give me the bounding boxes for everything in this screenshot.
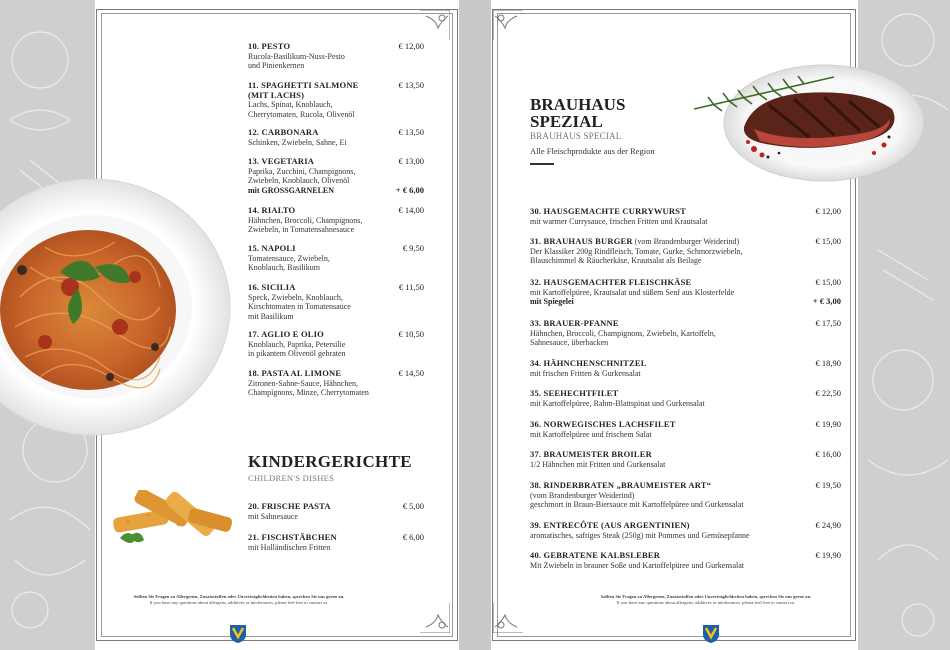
menu-item-extra-label: mit Spiegelei [530, 297, 574, 307]
allergen-note-de: Sollten Sie Fragen zu Allergenen, Zusatzstoffen oder Unverträglichkeiten haben, sprechen Sie uns gerne an. [133, 594, 345, 599]
menu-item-description: Knoblauch, Paprika, Petersilie [248, 339, 346, 349]
menu-item [248, 157, 424, 195]
menu-item-name-continued: (MIT LACHS) [248, 89, 305, 100]
menu-item-name: 16. SICILIA [248, 282, 296, 292]
menu-item [530, 207, 841, 226]
menu-item-name: 31. BRAUHAUS BURGER [530, 236, 633, 246]
menu-item-price: € 15,00 [815, 236, 841, 246]
menu-item-name-line [530, 420, 841, 430]
menu-item-name-line [530, 481, 841, 491]
menu-item-description: mit Sahnesauce [248, 511, 298, 521]
center-spine [459, 0, 491, 650]
menu-item-price: € 13,50 [398, 80, 424, 90]
menu-item-name: 14. RIALTO [248, 205, 296, 215]
menu-item-price: € 19,90 [815, 419, 841, 429]
menu-item-extra-option [530, 297, 841, 307]
menu-item-name: 37. BRAUMEISTER BROILER [530, 449, 652, 459]
menu-item-name: 39. ENTRECÔTE (AUS ARGENTINIEN) [530, 520, 690, 530]
menu-item-description: Knoblauch, Basilikum [248, 263, 320, 273]
menu-item-description: Tomatensauce, Zwiebeln, [248, 253, 330, 263]
menu-item-price: € 9,50 [402, 243, 424, 253]
menu-item-price: € 22,50 [815, 388, 841, 398]
menu-item-name: 10. PESTO [248, 41, 291, 51]
menu-item-description: Zwiebeln, in Tomatensahnesauce [248, 225, 355, 235]
menu-item-description: mit warmer Currysauce, frischen Fritten und Krautsalat [530, 216, 708, 226]
menu-item [530, 521, 841, 540]
kinder-section-title: KINDERGERICHTE [248, 452, 412, 471]
kinder-section-subtitle: CHILDREN'S DISHES [248, 473, 335, 483]
menu-item-description: in pikantem Olivenöl gebraten [248, 349, 346, 359]
menu-item-price: € 6,00 [402, 532, 424, 542]
left-allergen-note [105, 594, 373, 606]
menu-item-extra-price: + € 6,00 [395, 184, 424, 195]
menu-item-name: 32. HAUSGEMACHTER FLEISCHKÄSE [530, 277, 692, 287]
menu-item-description: mit Kartoffelpüree, Rahm-Blattspinat und Gurkensalat [530, 398, 705, 408]
menu-item-name-line [530, 389, 841, 399]
crest-logo [702, 624, 720, 644]
menu-item [248, 42, 424, 71]
menu-item [530, 359, 841, 378]
allergen-note-de: Sollten Sie Fragen zu Allergenen, Zusatzstoffen oder Unverträglichkeiten haben, sprechen Sie uns gerne an. [600, 594, 812, 599]
menu-item-price: € 12,00 [398, 41, 424, 51]
menu-item-price: € 13,00 [398, 156, 424, 166]
corner-ornament-icon [493, 603, 523, 633]
brauhaus-region-note: Alle Fleischprodukte aus der Region [530, 146, 655, 156]
menu-item-description: Mit Zwiebeln in brauner Soße und Kartoffelpüree und Gurkensalat [530, 560, 745, 570]
menu-item-description: Schinken, Zwiebeln, Sahne, Ei [248, 137, 347, 147]
menu-item-name-line [248, 283, 424, 293]
menu-item-description: mit frischen Fritten & Gurkensalat [530, 368, 641, 378]
menu-item [248, 283, 424, 321]
menu-item-price: € 18,90 [815, 358, 841, 368]
menu-item-price: € 14,50 [398, 368, 424, 378]
menu-item-description: Cherrytomaten, Rucola, Olivenöl [248, 109, 355, 119]
menu-item-name: 30. HAUSGEMACHTE CURRYWURST [530, 206, 686, 216]
menu-item [248, 502, 424, 521]
menu-item [530, 237, 841, 266]
brauhaus-subtitle: BRAUHAUS SPECIAL [530, 131, 622, 141]
menu-item-name: 11. SPAGHETTI SALMONE [248, 80, 359, 90]
menu-item-description: Rucola-Basilikum-Nuss-Pesto [248, 51, 345, 61]
menu-item [248, 330, 424, 359]
menu-item-name-line [248, 533, 424, 543]
menu-item-description: Lachs, Spinat, Knoblauch, [248, 100, 333, 110]
menu-item-name: 40. GEBRATENE KALBSLEBER [530, 550, 661, 560]
menu-item [248, 533, 424, 552]
menu-item-name: 21. FISCHSTÄBCHEN [248, 532, 337, 542]
menu-item-price: € 12,00 [815, 206, 841, 216]
pasta-plate-image [0, 177, 232, 439]
menu-item [530, 551, 841, 570]
menu-item-name: 35. SEEHECHTFILET [530, 388, 619, 398]
menu-item [248, 81, 424, 119]
menu-item-name-line [530, 278, 841, 288]
menu-item-name: 18. PASTA AL LIMONE [248, 368, 342, 378]
menu-item-description: Champignons, Minze, Cherrytomaten [248, 388, 369, 398]
brauhaus-title-line1: BRAUHAUS [530, 95, 626, 114]
menu-item-description: Blauschimmel & Räucherkäse, Krautsalat als Beilage [530, 256, 702, 266]
menu-item-extra-price: + € 3,00 [812, 296, 841, 307]
menu-item-description: Sahnesauce, überbacken [530, 338, 609, 348]
menu-item-name-line [530, 359, 841, 369]
menu-item-name-line [248, 502, 424, 512]
menu-item-price: € 5,00 [402, 501, 424, 511]
menu-item-description: Zitronen-Sahne-Sauce, Hähnchen, [248, 378, 358, 388]
menu-item-name-line [530, 521, 841, 531]
menu-item-name-line [530, 450, 841, 460]
menu-item-price: € 10,50 [398, 329, 424, 339]
menu-item-price: € 13,50 [398, 127, 424, 137]
crest-logo [229, 624, 247, 644]
corner-ornament-icon [493, 10, 523, 40]
menu-item-name: 33. BRAUER-PFANNE [530, 318, 619, 328]
title-underline [530, 163, 554, 165]
menu-item-description: Kirschtomaten in Tomatensauce [248, 302, 351, 312]
menu-item-price: € 24,90 [815, 520, 841, 530]
menu-item-name: 34. HÄHNCHENSCHNITZEL [530, 358, 647, 368]
menu-item-description: geschmort in Braun-Biersauce mit Kartoffelpüree und Gurkensalat [530, 500, 744, 510]
fish-sticks-image [108, 490, 238, 558]
menu-item-name: 20. FRISCHE PASTA [248, 501, 331, 511]
right-allergen-note [572, 594, 840, 606]
menu-item-description: Zwiebeln, Knoblauch, Olivenöl [248, 176, 350, 186]
menu-item-description: Speck, Zwiebeln, Knoblauch, [248, 292, 343, 302]
brauhaus-section-title [530, 96, 625, 130]
menu-item-name: 36. NORWEGISCHES LACHSFILET [530, 419, 676, 429]
menu-item-price: € 16,00 [815, 449, 841, 459]
menu-item-name: 15. NAPOLI [248, 243, 296, 253]
menu-item-name: 12. CARBONARA [248, 127, 319, 137]
menu-item-price: € 19,50 [815, 480, 841, 490]
corner-ornament-icon [420, 603, 450, 633]
menu-item-description: Der Klassiker 200g Rindfleisch, Tomate, Gurke, Schmorzwiebeln, [530, 246, 743, 256]
menu-item [248, 206, 424, 235]
menu-item-name: 38. RINDERBRATEN „BRAUMEISTER ART“ [530, 480, 712, 490]
menu-item-name-line [248, 244, 424, 254]
menu-item-description: und Pinienkernen [248, 61, 305, 71]
menu-item-description: aromatisches, saftiges Steak (250g) mit Pommes und Gemüsepfanne [530, 530, 750, 540]
menu-item-description: mit Holländischen Fritten [248, 542, 331, 552]
allergen-note-en: If you have any questions about allergens, additives or intolerances, please feel free to contact us. [149, 600, 329, 605]
menu-item-name-line [530, 237, 841, 247]
menu-item-description: 1/2 Hähnchen mit Fritten und Gurkensalat [530, 459, 666, 469]
menu-item [530, 420, 841, 439]
menu-item-description: Paprika, Zucchini, Champignons, [248, 166, 356, 176]
menu-item-description: mit Kartoffelpüree und frischem Salat [530, 429, 652, 439]
steak-plate-image [684, 57, 926, 185]
brauhaus-title-line2: SPEZIAL [530, 112, 603, 131]
menu-item-price: € 17,50 [815, 318, 841, 328]
menu-item [248, 244, 424, 273]
menu-item-description: Hähnchen, Broccoli, Champignons, [248, 215, 363, 225]
menu-item [248, 369, 424, 398]
menu-item-description: mit Basilikum [248, 311, 294, 321]
menu-item-price: € 11,50 [398, 282, 424, 292]
menu-item [530, 319, 841, 348]
allergen-note-en: If you have any questions about allergens, additives or intolerances, please feel free to contact us. [616, 600, 796, 605]
menu-item-price: € 14,00 [398, 205, 424, 215]
menu-item-origin: (vom Brandenburger Weiderind) [632, 237, 740, 246]
menu-item-name: 17. AGLIO E OLIO [248, 329, 324, 339]
menu-item-extra-label: mit GROSSGARNELEN [248, 185, 335, 195]
menu-item-extra-option [248, 186, 424, 196]
menu-item-description: Hähnchen, Broccoli, Champignons, Zwiebeln, Kartoffeln, [530, 328, 716, 338]
menu-item-name-line [530, 551, 841, 561]
menu-item-name-line [530, 207, 841, 217]
menu-item [530, 481, 841, 510]
menu-item [530, 450, 841, 469]
menu-item [530, 278, 841, 307]
menu-item-price: € 15,00 [815, 277, 841, 287]
menu-item-description: (vom Brandenburger Weiderind) [530, 490, 635, 500]
menu-item [530, 389, 841, 408]
menu-item [248, 128, 424, 147]
menu-item-description: mit Kartoffelpüree, Krautsalat und süßem Senf aus Klosterfelde [530, 287, 735, 297]
menu-item-name-line [530, 319, 841, 329]
menu-item-name: 13. VEGETARIA [248, 156, 315, 166]
corner-ornament-icon [420, 10, 450, 40]
menu-item-price: € 19,90 [815, 550, 841, 560]
